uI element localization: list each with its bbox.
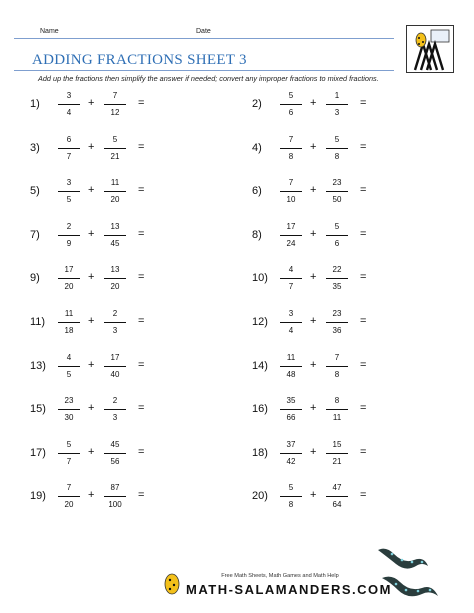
denominator: 24 [286,239,296,248]
problem-item [252,395,392,425]
numerator: 5 [112,135,118,144]
denominator: 18 [64,326,74,335]
fraction-bar [326,191,348,192]
problem-item [30,352,170,382]
equals-sign: = [138,359,145,371]
fraction-bar [326,453,348,454]
denominator: 7 [66,152,72,161]
instructions-text: Add up the fractions then simplify the answer if needed; convert any improper fractions to mixed fractions. [38,74,379,83]
numerator: 23 [332,178,342,187]
denominator: 8 [288,152,294,161]
numerator: 7 [288,135,294,144]
plus-sign: + [310,489,317,501]
denominator: 48 [286,370,296,379]
fraction-bar [280,104,302,105]
problem-item [30,177,170,207]
problem-item [30,221,170,251]
equals-sign: = [360,184,367,196]
fraction-bar [104,148,126,149]
problem-number: 19) [30,490,46,502]
numerator: 7 [334,353,340,362]
fraction-bar [58,366,80,367]
equals-sign: = [360,97,367,109]
numerator: 13 [110,265,120,274]
plus-sign: + [310,359,317,371]
problem-item [30,90,170,120]
fraction-second [324,308,350,337]
denominator: 42 [286,457,296,466]
fraction-first [56,134,82,163]
denominator: 7 [288,282,294,291]
numerator: 87 [110,483,120,492]
problem-item [252,352,392,382]
denominator: 3 [112,413,118,422]
plus-sign: + [88,402,95,414]
fraction-second [324,134,350,163]
plus-sign: + [310,402,317,414]
fraction-first [56,264,82,293]
fraction-second [324,90,350,119]
equals-sign: = [360,489,367,501]
fraction-bar [326,409,348,410]
denominator: 30 [64,413,74,422]
problem-item [30,439,170,469]
fraction-bar [326,278,348,279]
fraction-first [56,439,82,468]
denominator: 36 [332,326,342,335]
problem-number: 10) [252,272,268,284]
title-rule [14,70,394,71]
fraction-second [324,352,350,381]
problem-item [30,482,170,512]
numerator: 7 [66,483,72,492]
problem-item [252,177,392,207]
plus-sign: + [310,97,317,109]
problem-number: 8) [252,229,262,241]
problem-item [252,439,392,469]
page-title: ADDING FRACTIONS SHEET 3 [32,52,247,68]
header-rule [14,38,394,39]
numerator: 2 [66,222,72,231]
numerator: 6 [66,135,72,144]
numerator: 5 [288,483,294,492]
fraction-first [56,352,82,381]
problem-item [30,395,170,425]
problem-number: 20) [252,490,268,502]
equals-sign: = [138,271,145,283]
denominator: 12 [110,108,120,117]
fraction-bar [58,235,80,236]
numerator: 4 [66,353,72,362]
numerator: 5 [334,222,340,231]
numerator: 3 [66,178,72,187]
fraction-bar [58,278,80,279]
denominator: 20 [110,282,120,291]
problem-number: 4) [252,142,262,154]
problem-number: 15) [30,403,46,415]
denominator: 10 [286,195,296,204]
denominator: 21 [110,152,120,161]
problem-number: 1) [30,98,40,110]
denominator: 11 [332,413,342,422]
problem-number: 3) [30,142,40,154]
fraction-second [324,177,350,206]
numerator: 8 [334,396,340,405]
fraction-first [278,308,304,337]
fraction-bar [280,409,302,410]
footer-brand: MATH-SALAMANDERS.COM [186,582,392,597]
numerator: 3 [66,91,72,100]
fraction-first [56,308,82,337]
denominator: 20 [64,282,74,291]
numerator: 1 [334,91,340,100]
fraction-second [102,395,128,424]
date-label: Date [196,28,211,35]
denominator: 6 [334,239,340,248]
fraction-second [102,264,128,293]
problem-item [30,134,170,164]
fraction-first [56,90,82,119]
denominator: 50 [332,195,342,204]
denominator: 8 [288,500,294,509]
fraction-first [278,177,304,206]
denominator: 35 [332,282,342,291]
problem-number: 17) [30,447,46,459]
equals-sign: = [138,446,145,458]
numerator: 11 [110,178,120,187]
equals-sign: = [360,315,367,327]
denominator: 8 [334,370,340,379]
denominator: 3 [334,108,340,117]
fraction-bar [326,366,348,367]
fraction-first [278,482,304,511]
fraction-bar [58,409,80,410]
problem-item [30,264,170,294]
numerator: 5 [66,440,72,449]
denominator: 4 [288,326,294,335]
numerator: 23 [64,396,74,405]
problem-number: 9) [30,272,40,284]
problem-item [252,90,392,120]
fraction-second [324,439,350,468]
fraction-bar [280,235,302,236]
numerator: 37 [286,440,296,449]
denominator: 5 [66,195,72,204]
problem-number: 6) [252,185,262,197]
footer-tagline: Free Math Sheets, Math Games and Math Help [221,573,339,579]
fraction-first [278,90,304,119]
fraction-first [278,352,304,381]
numerator: 23 [332,309,342,318]
denominator: 20 [64,500,74,509]
plus-sign: + [88,446,95,458]
fraction-second [102,90,128,119]
equals-sign: = [360,402,367,414]
numerator: 45 [110,440,120,449]
fraction-second [102,352,128,381]
fraction-first [56,177,82,206]
fraction-bar [326,104,348,105]
problem-item [252,134,392,164]
fraction-bar [326,322,348,323]
salamander-illustration [372,548,442,606]
salamander-logo-icon [406,25,454,73]
equals-sign: = [360,446,367,458]
fraction-bar [280,366,302,367]
footer-salamander-icon [160,570,184,600]
numerator: 7 [288,178,294,187]
denominator: 3 [112,326,118,335]
equals-sign: = [138,315,145,327]
fraction-second [102,177,128,206]
numerator: 5 [334,135,340,144]
plus-sign: + [88,489,95,501]
fraction-first [56,221,82,250]
problem-item [252,264,392,294]
plus-sign: + [310,315,317,327]
plus-sign: + [88,228,95,240]
problem-number: 18) [252,447,268,459]
fraction-bar [280,278,302,279]
denominator: 5 [66,370,72,379]
numerator: 35 [286,396,296,405]
numerator: 17 [110,353,120,362]
denominator: 20 [110,195,120,204]
fraction-second [324,395,350,424]
fraction-bar [58,322,80,323]
equals-sign: = [360,271,367,283]
numerator: 17 [64,265,74,274]
numerator: 11 [286,353,296,362]
numerator: 13 [110,222,120,231]
plus-sign: + [88,359,95,371]
plus-sign: + [88,315,95,327]
plus-sign: + [88,97,95,109]
fraction-bar [104,235,126,236]
plus-sign: + [310,184,317,196]
equals-sign: = [138,97,145,109]
plus-sign: + [310,446,317,458]
fraction-bar [104,366,126,367]
problem-item [252,482,392,512]
equals-sign: = [138,489,145,501]
fraction-first [278,221,304,250]
fraction-bar [104,322,126,323]
problem-number: 7) [30,229,40,241]
equals-sign: = [138,402,145,414]
plus-sign: + [88,141,95,153]
fraction-bar [104,278,126,279]
numerator: 11 [64,309,74,318]
fraction-bar [104,453,126,454]
fraction-second [324,264,350,293]
denominator: 9 [66,239,72,248]
equals-sign: = [138,184,145,196]
fraction-second [102,221,128,250]
numerator: 2 [112,309,118,318]
problem-number: 2) [252,98,262,110]
numerator: 17 [286,222,296,231]
numerator: 3 [288,309,294,318]
fraction-bar [280,322,302,323]
fraction-bar [280,496,302,497]
problem-item [30,308,170,338]
fraction-bar [280,191,302,192]
fraction-first [278,439,304,468]
denominator: 40 [110,370,120,379]
denominator: 21 [332,457,342,466]
denominator: 8 [334,152,340,161]
fraction-second [102,482,128,511]
denominator: 4 [66,108,72,117]
fraction-second [324,482,350,511]
fraction-bar [326,148,348,149]
problem-item [252,308,392,338]
numerator: 4 [288,265,294,274]
fraction-bar [58,148,80,149]
fraction-first [278,134,304,163]
fraction-bar [58,191,80,192]
plus-sign: + [88,184,95,196]
problem-number: 12) [252,316,268,328]
plus-sign: + [310,141,317,153]
equals-sign: = [360,141,367,153]
problem-number: 14) [252,360,268,372]
problem-item [252,221,392,251]
fraction-bar [104,104,126,105]
fraction-bar [326,496,348,497]
fraction-first [278,264,304,293]
plus-sign: + [310,228,317,240]
denominator: 7 [66,457,72,466]
fraction-bar [326,235,348,236]
fraction-bar [104,409,126,410]
fraction-second [102,439,128,468]
equals-sign: = [360,359,367,371]
fraction-second [324,221,350,250]
equals-sign: = [360,228,367,240]
fraction-bar [104,191,126,192]
fraction-bar [58,104,80,105]
numerator: 15 [332,440,342,449]
problem-number: 5) [30,185,40,197]
numerator: 7 [112,91,118,100]
numerator: 22 [332,265,342,274]
denominator: 56 [110,457,120,466]
fraction-second [102,134,128,163]
denominator: 64 [332,500,342,509]
equals-sign: = [138,228,145,240]
fraction-bar [104,496,126,497]
problem-number: 16) [252,403,268,415]
fraction-first [278,395,304,424]
fraction-bar [280,148,302,149]
problem-number: 11) [30,316,46,328]
fraction-first [56,482,82,511]
numerator: 47 [332,483,342,492]
equals-sign: = [138,141,145,153]
numerator: 2 [112,396,118,405]
problem-number: 13) [30,360,46,372]
fraction-first [56,395,82,424]
fraction-second [102,308,128,337]
denominator: 100 [108,500,122,509]
denominator: 45 [110,239,120,248]
denominator: 66 [286,413,296,422]
name-label: Name [40,28,59,35]
denominator: 6 [288,108,294,117]
numerator: 5 [288,91,294,100]
plus-sign: + [310,271,317,283]
fraction-bar [280,453,302,454]
plus-sign: + [88,271,95,283]
fraction-bar [58,453,80,454]
fraction-bar [58,496,80,497]
